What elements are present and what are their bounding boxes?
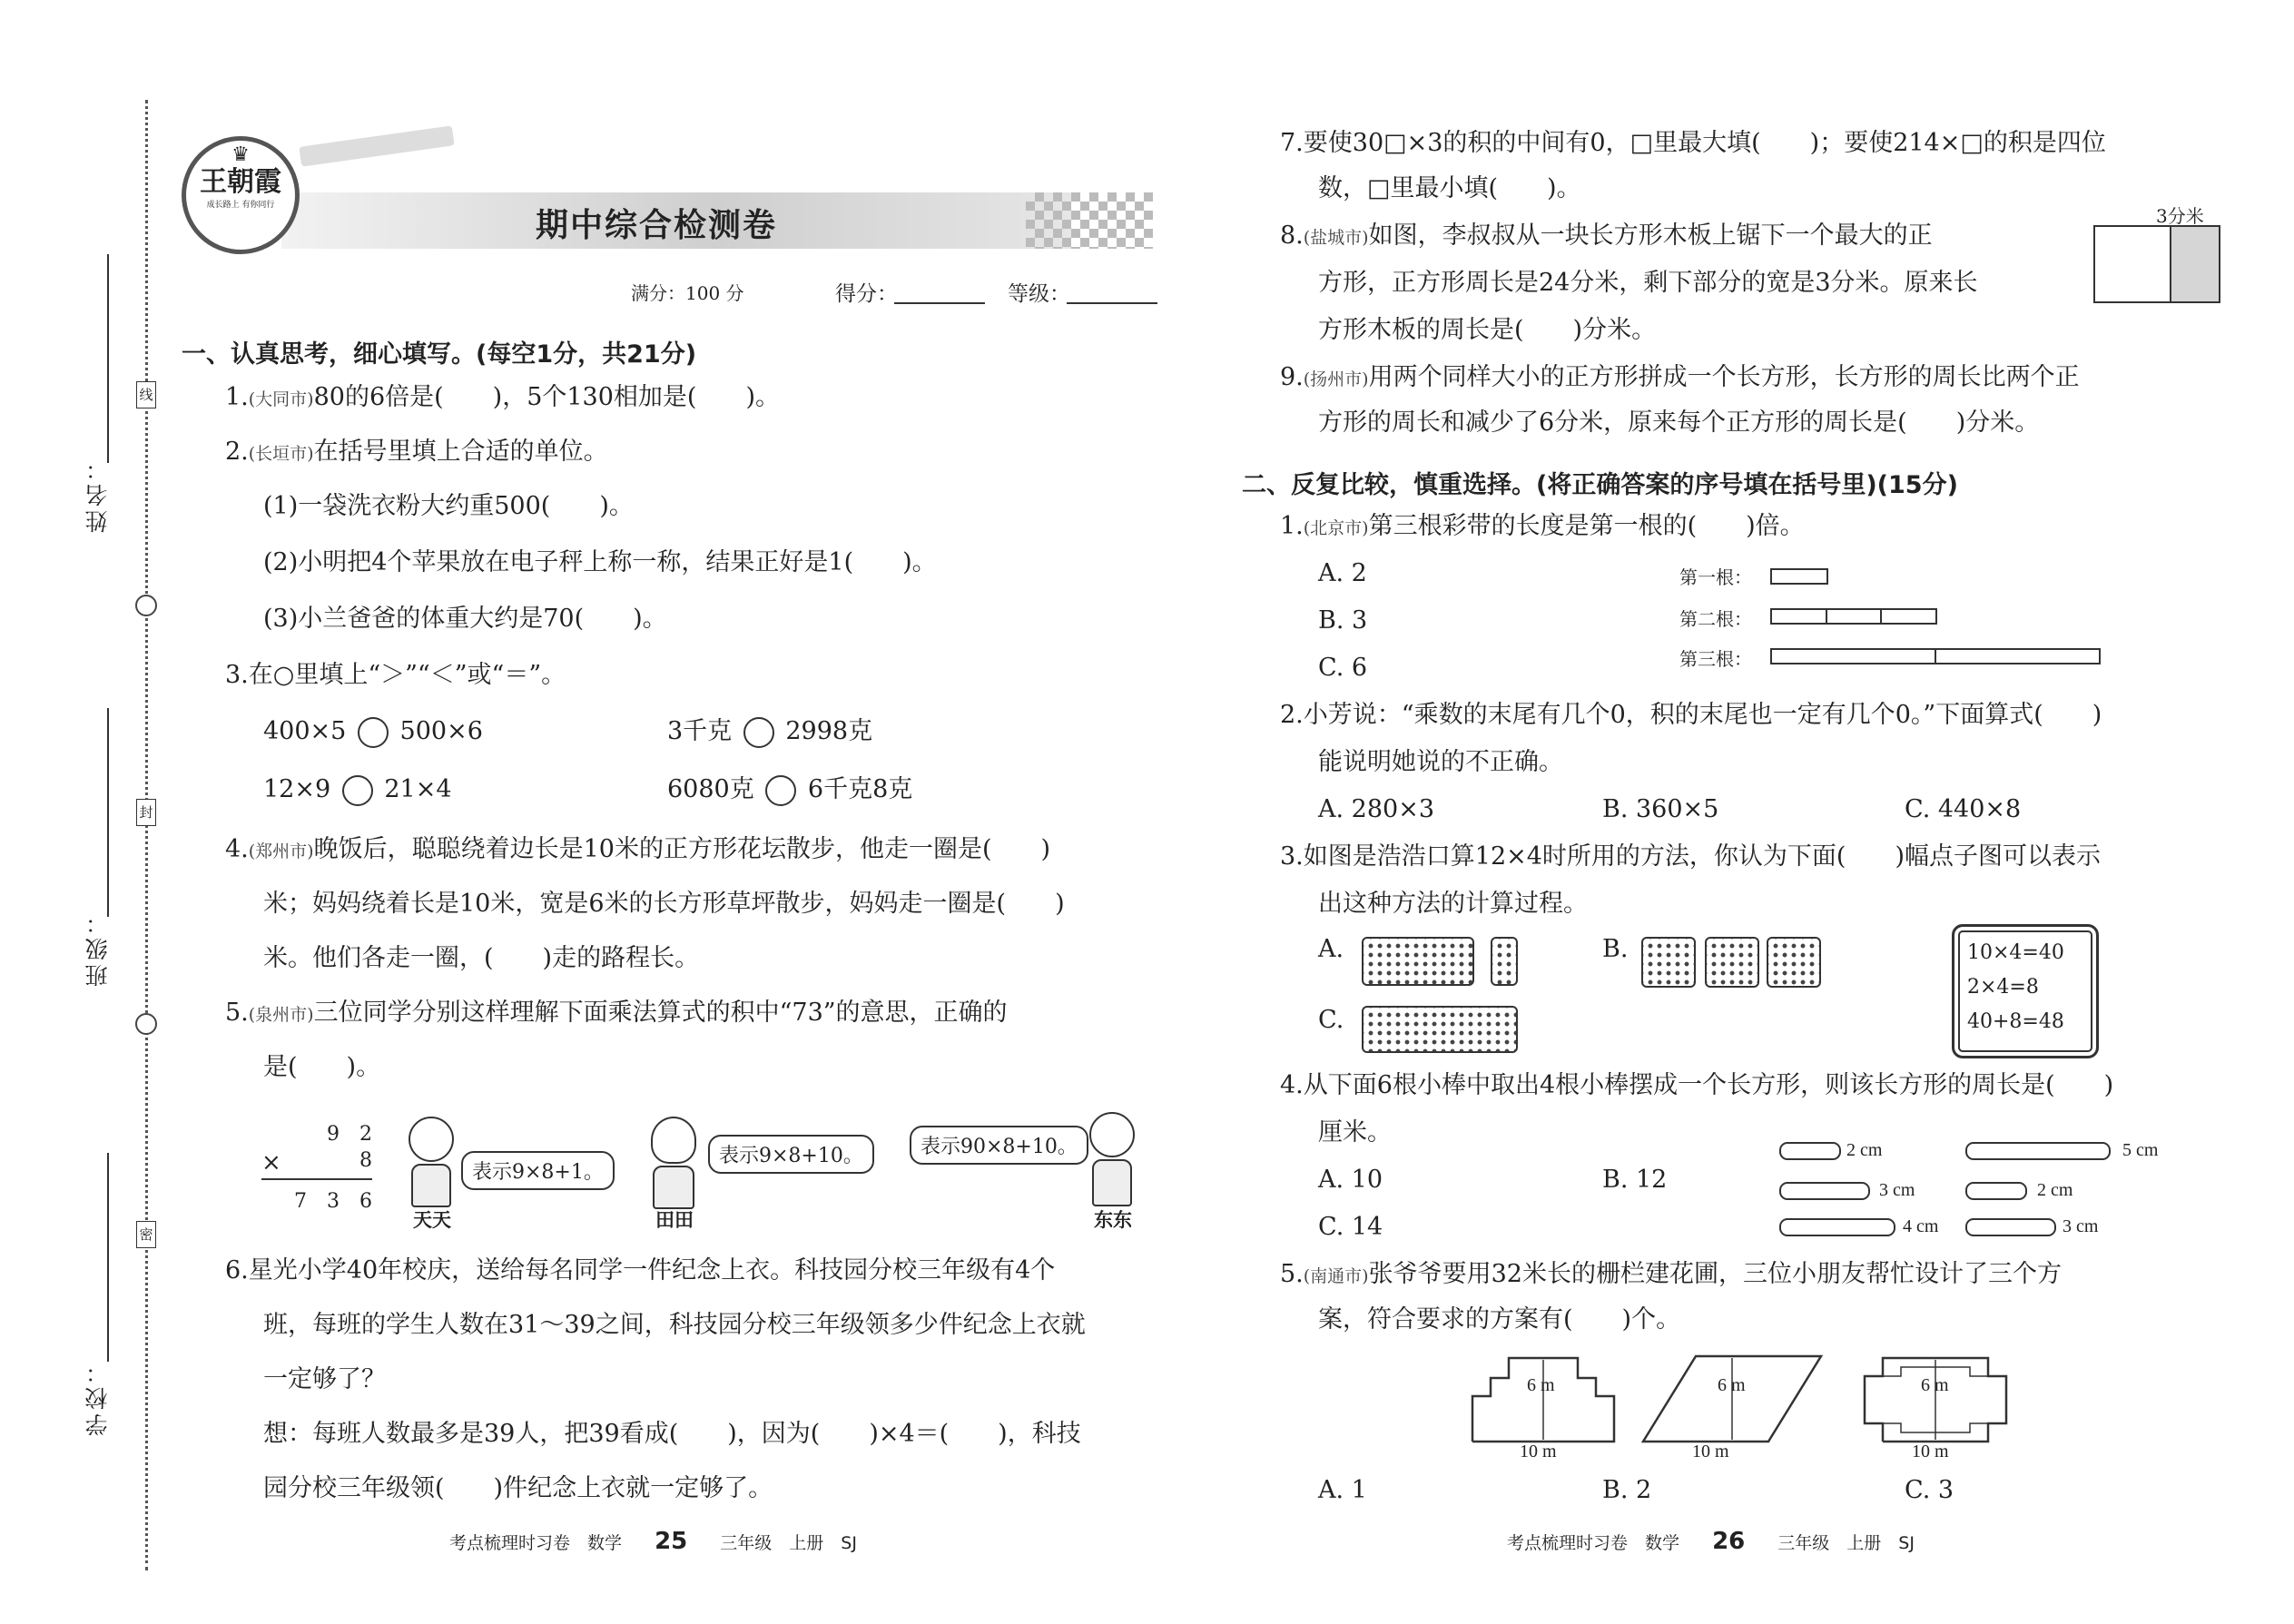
student-dongdong-icon bbox=[1085, 1112, 1139, 1203]
option-2-3-b[interactable]: B. bbox=[1602, 935, 1629, 963]
question-text: 如图是浩浩口算12×4时所用的方法，你认为下面( )幅点子图可以表示 bbox=[1303, 842, 2101, 871]
question-1-1 bbox=[225, 381, 780, 416]
school-label: 学校： bbox=[84, 1357, 111, 1436]
ribbon-2 bbox=[1770, 608, 1937, 625]
question-text: 三位同学分别这样理解下面乘法算式的积中“73”的意思，正确的 bbox=[313, 999, 1008, 1027]
mult-bottom: 8 bbox=[359, 1149, 372, 1172]
compare-a bbox=[263, 715, 483, 748]
stick-3-label: 3 cm bbox=[1879, 1180, 1915, 1200]
calc-line-3: 40+8=48 bbox=[1967, 1010, 2064, 1033]
question-1-8-line3: 方形木板的周长是( )分米。 bbox=[1318, 316, 1657, 344]
question-text: 小芳说：“乘数的末尾有几个0，积的末尾也一定有几个0。”下面算式( ) bbox=[1303, 701, 2102, 729]
option-2-1-a[interactable]: A. 2 bbox=[1318, 559, 1367, 587]
question-1-4-line3: 米。他们各走一圈，( )走的路程长。 bbox=[263, 944, 700, 972]
stick-3 bbox=[1779, 1182, 1870, 1200]
mult-top: 9 2 bbox=[327, 1123, 372, 1146]
dot-diagram-b-3 bbox=[1767, 937, 1821, 988]
option-2-4-c[interactable]: C. 14 bbox=[1318, 1213, 1383, 1241]
question-text: 要使30□×3的积的中间有0，□里最大填( )；要使214×□的积是四位 bbox=[1303, 129, 2106, 157]
compare-left: 3千克 bbox=[667, 717, 733, 745]
question-1-9-line2: 方形的周长和减少了6分米，原来每个正方形的周长是( )分米。 bbox=[1318, 408, 2040, 437]
stick-1 bbox=[1779, 1142, 1841, 1160]
calc-line-2: 2×4=8 bbox=[1967, 976, 2039, 999]
question-1-6-line3: 一定够了？ bbox=[263, 1365, 386, 1393]
question-number: 3. bbox=[225, 661, 249, 689]
question-1-2 bbox=[225, 436, 608, 470]
calc-line-1: 10×4=40 bbox=[1967, 941, 2064, 964]
question-2-4-line2: 厘米。 bbox=[1318, 1118, 1392, 1147]
board-figure bbox=[2093, 225, 2220, 303]
stick-6-label: 3 cm bbox=[2063, 1216, 2099, 1236]
binding-dotted-line bbox=[145, 100, 148, 1570]
student-name-dongdong: 东东 bbox=[1094, 1208, 1132, 1231]
ribbon-3 bbox=[1770, 648, 2101, 664]
footer-left-prefix: 考点梳理时习卷 数学 bbox=[449, 1533, 623, 1553]
question-source: (盐城市) bbox=[1303, 228, 1369, 248]
shape-a-width-label: 10 m bbox=[1520, 1442, 1557, 1462]
student-name-tiantian: 天天 bbox=[413, 1208, 451, 1231]
question-2-5 bbox=[1280, 1258, 2062, 1293]
ribbon-label-3: 第三根： bbox=[1679, 648, 1752, 670]
compare-right: 21×4 bbox=[384, 775, 452, 803]
stick-2 bbox=[1965, 1142, 2111, 1160]
speech-bubble-2: 表示9×8+10。 bbox=[708, 1135, 874, 1174]
question-1-9 bbox=[1280, 361, 2080, 396]
stick-4-label: 2 cm bbox=[2037, 1180, 2073, 1200]
compare-circle-input[interactable] bbox=[358, 717, 389, 748]
option-2-5-c[interactable]: C. 3 bbox=[1905, 1476, 1954, 1504]
question-text: 用两个同样大小的正方形拼成一个长方形，长方形的周长比两个正 bbox=[1368, 363, 2080, 391]
dot-diagram-a-part bbox=[1491, 937, 1518, 986]
option-2-2-b[interactable]: B. 360×5 bbox=[1602, 795, 1719, 823]
question-number: 3. bbox=[1280, 842, 1304, 871]
mult-sign: × bbox=[261, 1149, 281, 1176]
question-1-5-line2: 是( )。 bbox=[263, 1053, 381, 1081]
ribbon-label-2: 第二根： bbox=[1679, 608, 1752, 630]
compare-right: 500×6 bbox=[399, 717, 483, 745]
question-number: 1. bbox=[225, 383, 249, 411]
garden-shape-b bbox=[1641, 1353, 1823, 1443]
compare-left: 6080克 bbox=[667, 775, 754, 803]
question-1-7 bbox=[1280, 127, 2106, 160]
compare-b bbox=[667, 715, 872, 748]
compare-circle-input[interactable] bbox=[743, 717, 774, 748]
stick-1-label: 2 cm bbox=[1846, 1140, 1883, 1160]
footer-right-prefix: 考点梳理时习卷 数学 bbox=[1507, 1533, 1680, 1553]
ribbon-1 bbox=[1770, 568, 1828, 585]
mult-rule bbox=[261, 1178, 372, 1180]
name-line bbox=[107, 254, 109, 463]
stick-5-label: 4 cm bbox=[1903, 1216, 1939, 1236]
question-1-2-a: (1)一袋洗衣粉大约重500( )。 bbox=[263, 492, 634, 520]
section2-heading: 二、反复比较，慎重选择。(将正确答案的序号填在括号里)(15分) bbox=[1242, 471, 1958, 499]
question-text: 晚饭后，聪聪绕着边长是10米的正方形花坛散步，他走一圈是( ) bbox=[313, 835, 1051, 863]
question-2-5-line2: 案，符合要求的方案有( )个。 bbox=[1318, 1305, 1681, 1334]
question-number: 5. bbox=[1280, 1260, 1304, 1288]
page-title: 期中综合检测卷 bbox=[536, 207, 778, 244]
footer-left-suffix: 三年级 上册 SJ bbox=[720, 1533, 857, 1553]
option-2-5-a[interactable]: A. 1 bbox=[1318, 1476, 1367, 1504]
question-1-4 bbox=[225, 833, 1050, 868]
compare-right: 2998克 bbox=[785, 717, 873, 745]
speech-bubble-3: 表示90×8+10。 bbox=[910, 1126, 1088, 1165]
question-2-1 bbox=[1280, 510, 1805, 545]
option-2-3-c[interactable]: C. bbox=[1318, 1006, 1344, 1034]
shape-c-height-label: 6 m bbox=[1921, 1375, 1949, 1395]
question-text: 在括号里填上合适的单位。 bbox=[313, 438, 608, 466]
question-source: (郑州市) bbox=[248, 842, 314, 861]
question-text: 如图，李叔叔从一块长方形木板上锯下一个最大的正 bbox=[1368, 221, 1933, 250]
footer-right-suffix: 三年级 上册 SJ bbox=[1777, 1533, 1915, 1553]
ribbon-decoration bbox=[299, 125, 454, 166]
question-source: (北京市) bbox=[1303, 518, 1369, 538]
option-2-2-c[interactable]: C. 440×8 bbox=[1905, 795, 2022, 823]
compare-circle-input[interactable] bbox=[765, 775, 796, 806]
student-tiantian-girl-icon bbox=[646, 1117, 701, 1203]
compare-d bbox=[667, 773, 912, 806]
question-source: (扬州市) bbox=[1303, 369, 1369, 389]
binding-hole-icon bbox=[135, 1013, 157, 1035]
brand-logo bbox=[182, 136, 300, 254]
question-2-2 bbox=[1280, 699, 2102, 732]
name-label: 姓名： bbox=[84, 454, 111, 533]
question-1-2-c: (3)小兰爸爸的体重大约是70( )。 bbox=[263, 605, 667, 633]
compare-c bbox=[263, 773, 452, 806]
school-line bbox=[107, 1153, 109, 1362]
garden-shape-c bbox=[1863, 1353, 2008, 1443]
section1-heading: 一、认真思考，细心填写。(每空1分，共21分) bbox=[182, 340, 697, 369]
compare-left: 12×9 bbox=[263, 775, 331, 803]
seal-line-char-1: 线 bbox=[136, 381, 156, 408]
question-1-6 bbox=[225, 1255, 1055, 1287]
question-2-3 bbox=[1280, 841, 2101, 873]
dot-diagram-b-1 bbox=[1641, 937, 1696, 988]
compare-circle-input[interactable] bbox=[342, 775, 373, 806]
page-number-26: 26 bbox=[1712, 1528, 1746, 1555]
grade-field[interactable] bbox=[1067, 302, 1157, 304]
question-text: 星光小学40年校庆，送给每名同学一件纪念上衣。科技园分校三年级有4个 bbox=[248, 1256, 1056, 1284]
question-source: (大同市) bbox=[248, 389, 314, 409]
question-1-4-line2: 米；妈妈绕着长是10米，宽是6米的长方形草坪散步，妈妈走一圈是( ) bbox=[263, 890, 1065, 918]
grade-label: 等级： bbox=[1008, 282, 1070, 306]
question-number: 5. bbox=[225, 999, 249, 1027]
question-number: 2. bbox=[1280, 701, 1304, 729]
question-number: 7. bbox=[1280, 129, 1304, 157]
logo-text: 王朝霞 bbox=[200, 166, 281, 198]
garden-shape-a bbox=[1471, 1353, 1616, 1443]
score-field[interactable] bbox=[894, 302, 985, 304]
dot-diagram-b-2 bbox=[1705, 937, 1759, 988]
student-tiantian-icon bbox=[404, 1117, 458, 1203]
score-label: 得分： bbox=[835, 282, 898, 306]
full-score-label: 满分：100 分 bbox=[631, 282, 744, 304]
option-2-1-c[interactable]: C. 6 bbox=[1318, 654, 1368, 682]
mult-result: 7 3 6 bbox=[294, 1190, 372, 1213]
option-2-2-a[interactable]: A. 280×3 bbox=[1318, 795, 1434, 823]
question-source: (南通市) bbox=[1303, 1266, 1369, 1286]
calc-box bbox=[1952, 924, 2099, 1058]
question-1-8 bbox=[1280, 220, 1933, 254]
question-source: (长垣市) bbox=[248, 444, 314, 464]
student-name-tiantian-girl: 田田 bbox=[655, 1208, 694, 1231]
question-1-6-line5: 园分校三年级领( )件纪念上衣就一定够了。 bbox=[263, 1474, 773, 1502]
class-line bbox=[107, 708, 109, 917]
question-1-3 bbox=[225, 659, 566, 692]
seal-line-char-3: 密 bbox=[136, 1221, 156, 1248]
stick-5 bbox=[1779, 1218, 1895, 1236]
question-number: 4. bbox=[1280, 1071, 1304, 1099]
shape-b-width-label: 10 m bbox=[1692, 1442, 1729, 1462]
logo-motto: 成长路上 有你同行 bbox=[206, 201, 275, 210]
question-1-5 bbox=[225, 997, 1008, 1031]
ribbon-label-1: 第一根： bbox=[1679, 566, 1752, 588]
shape-b-height-label: 6 m bbox=[1718, 1375, 1746, 1395]
question-text: 80的6倍是( )，5个130相加是( )。 bbox=[313, 383, 780, 411]
question-2-2-line2: 能说明她说的不正确。 bbox=[1318, 748, 1563, 776]
question-text: 在○里填上“＞”“＜”或“＝”。 bbox=[248, 661, 566, 689]
logo-crown-icon: ♛ bbox=[231, 143, 250, 166]
stick-6 bbox=[1965, 1218, 2056, 1236]
dot-diagram-a bbox=[1362, 937, 1474, 986]
question-number: 4. bbox=[225, 835, 249, 863]
page-number-25: 25 bbox=[655, 1528, 688, 1555]
question-number: 2. bbox=[225, 438, 249, 466]
stick-4 bbox=[1965, 1182, 2027, 1200]
header-checker-pattern bbox=[1026, 192, 1153, 249]
compare-left: 400×5 bbox=[263, 717, 347, 745]
question-1-2-b: (2)小明把4个苹果放在电子秤上称一称，结果正好是1( )。 bbox=[263, 548, 937, 576]
option-2-3-a[interactable]: A. bbox=[1318, 935, 1344, 963]
class-label: 班级： bbox=[84, 908, 111, 987]
question-source: (泉州市) bbox=[248, 1005, 314, 1025]
question-text: 第三根彩带的长度是第一根的( )倍。 bbox=[1368, 512, 1805, 540]
compare-right: 6千克8克 bbox=[807, 775, 913, 803]
speech-bubble-1: 表示9×8+1。 bbox=[461, 1151, 615, 1190]
option-2-4-b[interactable]: B. 12 bbox=[1602, 1166, 1668, 1194]
question-1-8-line2: 方形，正方形周长是24分米，剩下部分的宽是3分米。原来长 bbox=[1318, 269, 1978, 297]
shape-a-height-label: 6 m bbox=[1527, 1375, 1555, 1395]
question-text: 从下面6根小棒中取出4根小棒摆成一个长方形，则该长方形的周长是( ) bbox=[1303, 1071, 2114, 1099]
question-text: 张爷爷要用32米长的栅栏建花圃，三位小朋友帮忙设计了三个方 bbox=[1368, 1260, 2062, 1288]
option-2-1-b[interactable]: B. 3 bbox=[1318, 606, 1368, 635]
footer-left bbox=[449, 1528, 857, 1555]
question-number: 6. bbox=[225, 1256, 249, 1284]
question-1-6-line4: 想：每班人数最多是39人，把39看成( )，因为( )×4＝( )，科技 bbox=[263, 1420, 1081, 1448]
footer-right bbox=[1507, 1528, 1915, 1555]
shape-c-width-label: 10 m bbox=[1912, 1442, 1949, 1462]
question-2-3-line2: 出这种方法的计算过程。 bbox=[1318, 890, 1588, 918]
vertical-multiplication bbox=[254, 1118, 381, 1218]
seal-line-char-2: 封 bbox=[136, 799, 156, 826]
question-number: 8. bbox=[1280, 221, 1304, 250]
binding-hole-icon bbox=[135, 595, 157, 616]
dot-diagram-c bbox=[1362, 1006, 1518, 1053]
option-2-5-b[interactable]: B. 2 bbox=[1602, 1476, 1652, 1504]
stick-2-label: 5 cm bbox=[2122, 1140, 2159, 1160]
option-2-4-a[interactable]: A. 10 bbox=[1318, 1166, 1383, 1194]
question-2-4 bbox=[1280, 1069, 2113, 1102]
question-1-7-line2: 数，□里最小填( )。 bbox=[1318, 174, 1581, 202]
question-1-6-line2: 班，每班的学生人数在31～39之间，科技园分校三年级领多少件纪念上衣就 bbox=[263, 1311, 1086, 1339]
question-number: 9. bbox=[1280, 363, 1304, 391]
question-number: 1. bbox=[1280, 512, 1304, 540]
board-figure-label: 3分米 bbox=[2156, 205, 2204, 227]
